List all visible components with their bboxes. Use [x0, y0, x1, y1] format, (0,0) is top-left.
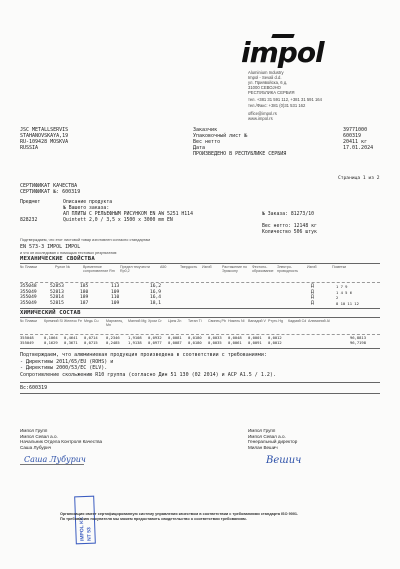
chem-cell: 0,0715	[84, 340, 98, 345]
chem-cell: 0,1629	[44, 340, 58, 345]
product-numbers: № Заказа: 81273/10 Вес нетто: 12148 кг Количество 506 штук	[262, 212, 317, 235]
signature-right: Вешич	[266, 455, 302, 466]
chem-cell: 0,0012	[268, 340, 282, 345]
vc-number: Вс:600319	[20, 385, 48, 391]
product-label: Предмет 828232	[20, 200, 41, 223]
chem-cell: 0,0001	[248, 335, 262, 340]
chem-cell: 0,0180	[188, 335, 202, 340]
inspection-stamp: IMPOL KK NT 53	[74, 496, 96, 545]
chem-header-row: № Плавки Кремний Si Железо Fe Медь Cu Марганец Mn Магний Mg Хром Cr Цинк Zn Титан Ti Свинец Pb Никель Ni Ванадий V Ртуть Hg Кадмий Cd Алюминий Al	[20, 319, 330, 328]
mech-section-title: МЕХАНИЧЕСКИЕ СВОЙСТВА	[20, 256, 95, 262]
chem-cell: 1,9108	[128, 335, 142, 340]
mech-col-3: 185 180 189 187	[80, 284, 89, 306]
chem-cell: 0,2485	[106, 340, 120, 345]
chem-section-title: ХИМИЧЕСКИЙ СОСТАВ	[20, 310, 81, 316]
mech-header-rule	[20, 282, 380, 283]
product-description: Описание продукта № Вашего заказа: АЛ ПЛИТЫ С РЕЛЬЕФНЫМ РИСУНКОМ EN AW 5251 H114 Quintett 2,0 / 3,5 x 1500 x 3000 mm EN	[63, 200, 193, 223]
page-number: Страница 1 из 2	[338, 176, 380, 181]
standards-ref: EN 573-3 IMPOL IMPOL	[20, 244, 81, 250]
chem-cell: 0,0977	[148, 340, 162, 345]
chem-cell: 355048	[20, 335, 34, 340]
standards-note-1: Подтверждаем, что этот листовой товар изготовлен согласно стандартам	[20, 238, 151, 242]
chem-cell: 355049	[20, 340, 34, 345]
standards-note-2: и что он исследован с помощью тестовых результатов:	[20, 251, 118, 255]
impol-logo: impol	[241, 36, 324, 69]
chem-cell: 0,0087	[168, 340, 182, 345]
order-info-labels: Заказчик Упаковочный лист № Вес нетто Дата ПРОИЗВЕДЕНО В РЕСПУБЛИКЕ СЕРБИЯ	[193, 127, 287, 157]
chem-cell: 0,0033	[208, 335, 222, 340]
chem-cell: 1,9138	[128, 340, 142, 345]
chem-cell: 0,0180	[188, 340, 202, 345]
mech-col-2: 52853 52813 52814 52815	[50, 284, 64, 306]
mech-col-result: Д Д Д Д	[311, 284, 314, 306]
footer-text: Организация имеет сертифицированную систему управления качеством в соответствии с требованиями стандарта ISO 9001. По требованию покупателя мы можем предоставить свидетельство о соответствии требованиям.	[60, 512, 299, 521]
mech-col-remark: 1 7 9 1 4 5 6 2 8 10 11 12	[336, 284, 359, 306]
chem-cell: 0,3671	[64, 340, 78, 345]
vc-rule	[20, 393, 380, 394]
chem-cell: 0,2346	[106, 335, 120, 340]
customer-address: JSC METALLSERVIS STAHANOVSKAYA,19 RU-109428 MOSKVA RUSSIA	[20, 127, 69, 151]
certificate-title: СЕРТИФИКАТ КАЧЕСТВА СЕРТИФИКАТ №: 600319	[20, 183, 81, 195]
chem-cell: 0,0081	[168, 335, 182, 340]
chem-cell: 0,0932	[148, 335, 162, 340]
order-info-values: 39771000 600319 20411 кг 17.01.2024	[343, 127, 374, 151]
signatory-left: Импол Групп Импол Севал а.о. Начальник Отдела Контроля Качества Саша Лубурич	[20, 428, 103, 450]
chem-cell: 96,7198	[350, 340, 367, 345]
chem-cell: 0,4641	[64, 335, 78, 340]
mech-top-rule	[20, 263, 380, 264]
chem-top-rule	[20, 317, 380, 318]
chem-cell: 0,0061	[228, 340, 242, 345]
confirmation-text: Подтверждаем, что алюминиевая продукция произведена в соответствии с требованиями: - Директивы 2011/65/EU (ROHS) и - Директивы 2000/53/EC (ELV). Сопротивление скольжению R10 группа (согласно Дин 51 130 (02 2014) и АСР А1.5 / 1.2).	[20, 352, 276, 378]
mech-bottom-rule	[20, 308, 380, 309]
chem-cell: 0,0714	[84, 335, 98, 340]
company-address: Aluminium Industry Impol - Sevali d.d. ул. Приявойска, 6 д. 31000 СЕВОЈНО РЕСПУБЛИКА СЕРБИЯ тел. +381 31 591 112, +381 31 591 164 тел./Факс: +381 (0)31 531 162 office@impol.rs www.impol.rs	[248, 70, 322, 121]
chem-cell: 0,0091	[248, 340, 262, 345]
signature-line-left	[20, 464, 84, 465]
chem-cell: 0,0012	[268, 335, 282, 340]
mech-header-row: № Плавки Рулон № Временное сопротивление Rm Предел текучести Rp0,2 A50 Твердость Изгиб Растяжение по Эриксону Фестоно-образование Электро-проводность Изгиб Пометки	[20, 265, 347, 274]
chem-bottom-rule	[20, 348, 380, 349]
confirm-rule	[20, 382, 380, 383]
chem-cell: 96,8813	[350, 335, 367, 340]
mech-col-5: 16,2 16,9 16,4 18,1	[150, 284, 162, 306]
mech-col-4: 113 109 110 109	[111, 284, 120, 306]
mech-col-1: 355048 355049 355049 355049	[20, 284, 37, 306]
chem-cell: 0,1064	[44, 335, 58, 340]
chem-cell: 0,0048	[228, 335, 242, 340]
signatory-right: Импол Групп Импол Севал а.о. Генеральный директор Милан Вешич	[248, 428, 298, 450]
signature-left: Саша Лубурич	[24, 455, 86, 464]
chem-cell: 0,0035	[208, 340, 222, 345]
